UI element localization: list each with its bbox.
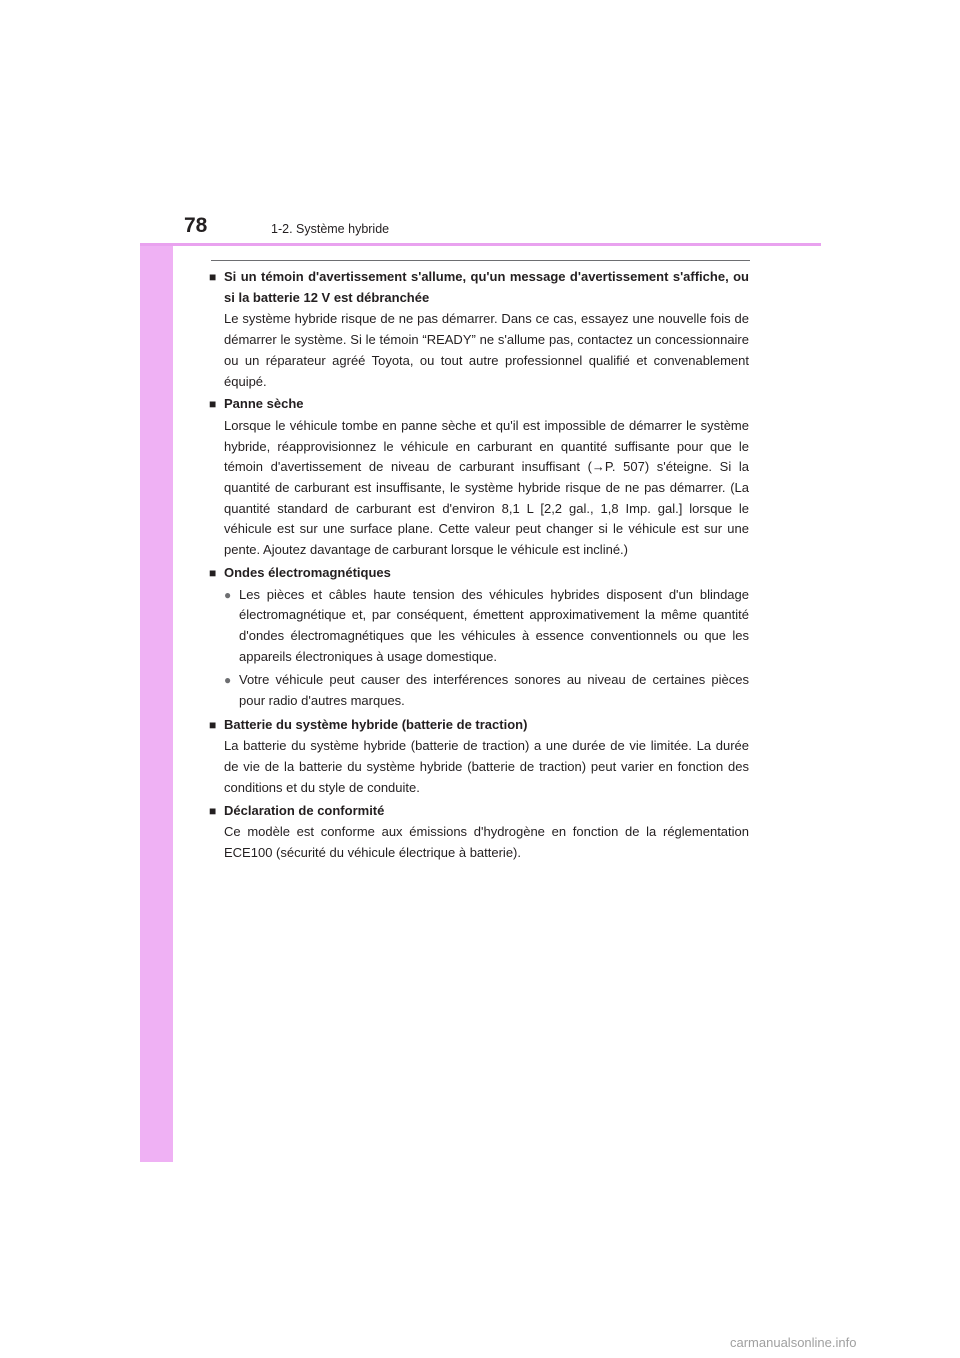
square-bullet-icon: ■ <box>209 270 217 284</box>
section-heading: Batterie du système hybride (batterie de traction) <box>224 716 528 732</box>
page-number: 78 <box>184 214 208 237</box>
section-body: Ce modèle est conforme aux émissions d'hydrogène en fonction de la réglementation ECE100 (sécurité du véhicule électrique à batterie). <box>224 824 749 860</box>
square-bullet-icon: ■ <box>209 803 217 818</box>
section-heading: Si un témoin d'avertissement s'allume, qu'un message d'avertissement s'affiche, ou si la batterie 12 V est débranchée <box>224 269 749 305</box>
page-content <box>209 267 749 866</box>
section-traction-battery <box>209 715 749 799</box>
section-body: Lorsque le véhicule tombe en panne sèche et qu'il est impossible de démarrer le système hybride, réapprovisionnez le véhicule en carburant en quantité suffisante pour que le témoin d'avertissement de niveau de carburant insuffisant (→P. 507) s'éteigne. Si la quantité de carburant est insuffisante, le système hybride risque de ne pas démarrer. (La quantité standard de carburant est d'environ 8,1 L [2,2 gal., 1,8 Imp. gal.] lorsque le véhicule est sur une surface plane. Cette valeur peut changer si le véhicule est sur une pente. Ajoutez davantage de carburant lorsque le véhicule est incliné.) <box>224 417 749 558</box>
section-body: Le système hybride risque de ne pas démarrer. Dans ce cas, essayez une nouvelle fois de démarrer le système. Si le témoin “READY” ne s'allume pas, contactez un concessionnaire ou un réparateur agréé Toyota, ou tout autre professionnel qualifié et convenablement équipé. <box>224 311 749 389</box>
content-top-rule <box>211 260 750 261</box>
section-heading: Ondes électromagnétiques <box>224 564 391 580</box>
section-electromagnetic-waves <box>209 563 749 712</box>
section-body: La batterie du système hybride (batterie de traction) a une durée de vie limitée. La durée de vie de la batterie du système hybride (batterie de traction) peut varier en fonction des conditions et du style de conduite. <box>224 738 749 795</box>
square-bullet-icon: ■ <box>209 717 217 732</box>
section-title: 1-2. Système hybride <box>271 222 390 236</box>
section-fuel-empty <box>209 394 749 561</box>
section-conformity <box>209 801 749 864</box>
section-warning-light <box>209 267 749 392</box>
header-rule <box>140 243 821 246</box>
section-heading: Panne sèche <box>224 396 304 412</box>
circle-bullet-icon: ● <box>224 673 232 688</box>
square-bullet-icon: ■ <box>209 565 217 580</box>
header-band <box>140 195 820 243</box>
circle-bullet-icon: ● <box>224 587 232 602</box>
list-item: ● Votre véhicule peut causer des interférences sonores au niveau de certaines pièces pour radio d'autres marques. <box>224 670 749 711</box>
chapter-side-tab <box>140 195 173 1162</box>
list-item: ● Les pièces et câbles haute tension des véhicules hybrides disposent d'un blindage électromagnétique et, par conséquent, émettent approximativement la même quantité d'ondes électromagnétiques que les véhicules à essence conventionnels ou que les appareils électroniques à usage domestique. <box>224 585 749 668</box>
square-bullet-icon: ■ <box>209 397 217 412</box>
section-heading: Déclaration de conformité <box>224 802 385 818</box>
watermark-link[interactable]: carmanualsonline.info <box>730 1335 857 1350</box>
